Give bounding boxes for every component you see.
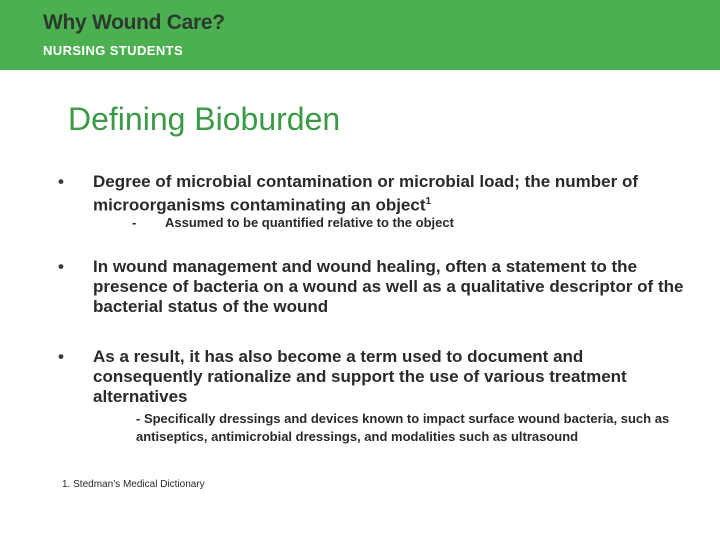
header-title: Why Wound Care? [43, 11, 225, 34]
slide-title: Defining Bioburden [68, 101, 341, 137]
bullet-text-1 [93, 172, 693, 216]
bullet-text-2: In wound management and wound healing, often a statement to the presence of bacteria on a wound as well as a qualitative descriptor of the bacterial status of the wound [93, 257, 684, 316]
bullet-text-3: As a result, it has also become a term used to document and consequently rationalize and support the use of various treatment alternatives [93, 347, 627, 406]
header-subtitle: NURSING STUDENTS [43, 43, 184, 58]
footnote: 1. Stedman’s Medical Dictionary [62, 479, 205, 490]
bullet-marker: • [58, 347, 64, 366]
bullet-1-body: Degree of microbial contamination or microbial load; the number of microorganisms contaminating an object [93, 172, 639, 215]
bullet-marker: • [58, 257, 64, 276]
header-banner [0, 0, 720, 70]
bullet-3-note: - Specifically dressings and devices known to impact surface wound bacteria, such as antiseptics, antimicrobial dressings, and modalities such as ultrasound [136, 411, 670, 444]
sub-bullet-dash: - [132, 215, 137, 230]
footnote-ref: 1 [425, 196, 432, 207]
sub-bullet-text: Assumed to be quantified relative to the object [165, 215, 454, 230]
bullet-marker: • [58, 172, 64, 191]
